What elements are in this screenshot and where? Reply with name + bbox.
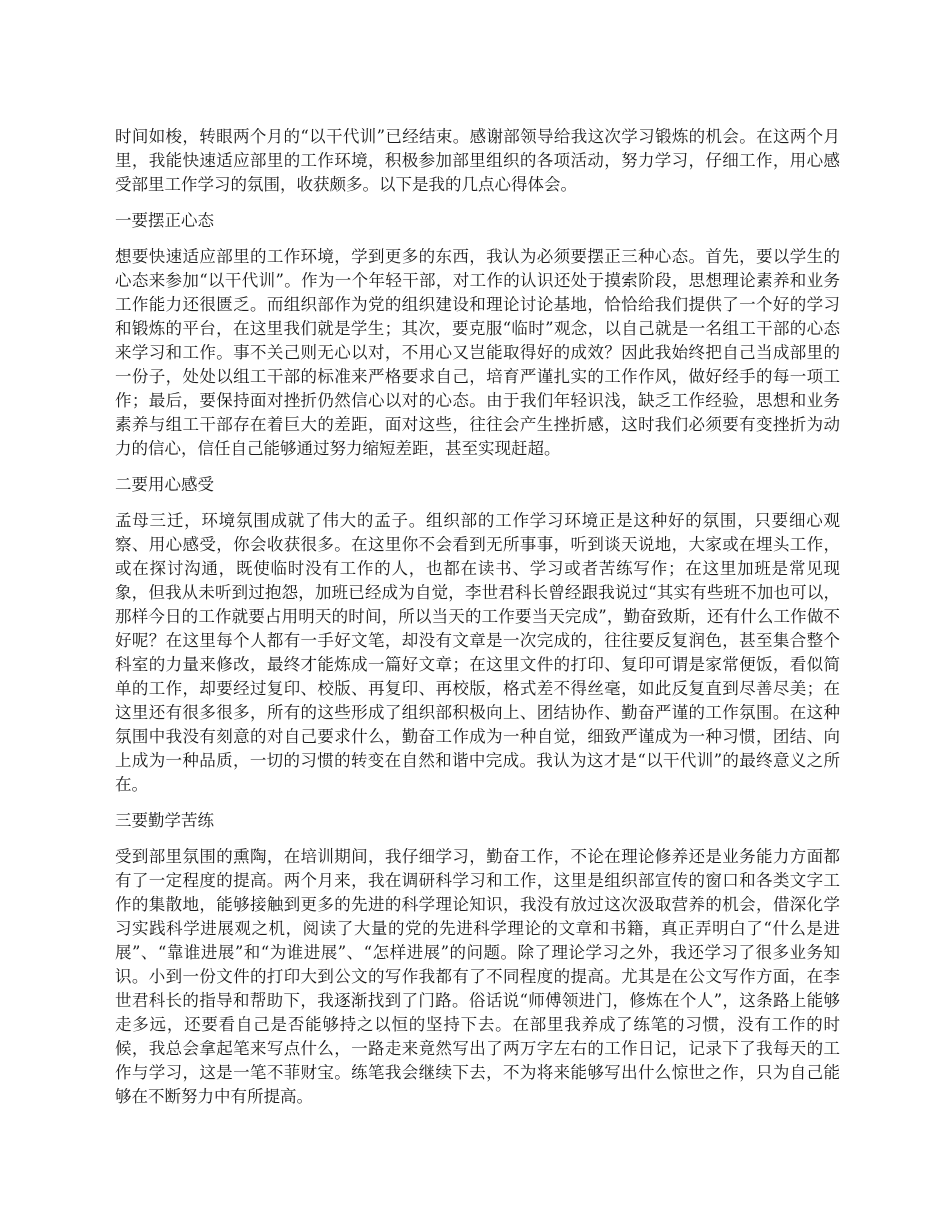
section-heading-2: 二要用心感受 [115, 475, 214, 494]
intro-paragraph: 时间如梭，转眼两个月的“以干代训”已经结束。感谢部领导给我这次学习锻炼的机会。在这两个月里，我能快速适应部里的工作环境，积极参加部里组织的各项活动，努力学习，仔细工作，用心感受部里工作学习的氛围，收获颇多。以下是我的几点心得体会。 [115, 127, 840, 194]
document-page [115, 125, 840, 1121]
section-body-1: 想要快速适应部里的工作环境，学到更多的东西，我认为必须要摆正三种心态。首先，要以学生的心态来参加“以干代训”。作为一个年轻干部，对工作的认识还处于摸索阶段，思想理论素养和业务工作能力还很匮乏。而组织部作为党的组织建设和理论讨论基地，恰恰给我们提供了一个好的学习和锻炼的平台，在这里我们就是学生；其次，要克服“临时”观念，以自己就是一名组工干部的心态来学习和工作。事不关己则无心以对，不用心又岂能取得好的成效？因此我始终把自己当成部里的一份子，处处以组工干部的标准来严格要求自己，培育严谨扎实的工作作风，做好经手的每一项工作；最后，要保持面对挫折仍然信心以对的心态。由于我们年轻识浅，缺乏工作经验，思想和业务素养与组工干部存在着巨大的差距，面对这些，往往会产生挫折感，这时我们必须要有变挫折为动力的信心，信任自己能够通过努力缩短差距，甚至实现赶超。 [115, 247, 840, 458]
section-body-2: 孟母三迁，环境氛围成就了伟大的孟子。组织部的工作学习环境正是这种好的氛围，只要细心观察、用心感受，你会收获很多。在这里你不会看到无所事事，听到谈天说地，大家或在埋头工作，或在探讨沟通，既使临时没有工作的人，也都在读书、学习或者苦练写作；在这里加班是常见现象，但我从未听到过抱怨，加班已经成为自觉，李世君科长曾经跟我说过“其实有些班不加也可以，那样今日的工作就要占用明天的时间，所以当天的工作要当天完成”，勤奋致斯，还有什么工作做不好呢？在这里每个人都有一手好文笔，却没有文章是一次完成的，往往要反复润色，甚至集合整个科室的力量来修改，最终才能炼成一篇好文章；在这里文件的打印、复印可谓是家常便饭，看似简单的工作，却要经过复印、校版、再复印、再校版，格式差不得丝毫，如此反复直到尽善尽美；在这里还有很多很多，所有的这些形成了组织部积极向上、团结协作、勤奋严谨的工作氛围。在这种氛围中我没有刻意的对自己要求什么，勤奋工作成为一种自觉，细致严谨成为一种习惯，团结、向上成为一种品质，一切的习惯的转变在自然和谐中完成。我认为这才是“以干代训”的最终意义之所在。 [115, 511, 840, 794]
section-body-3: 受到部里氛围的熏陶，在培训期间，我仔细学习，勤奋工作，不论在理论修养还是业务能力方面都有了一定程度的提高。两个月来，我在调研科学习和工作，这里是组织部宣传的窗口和各类文字工作的集散地，能够接触到更多的先进的科学理论知识，我没有放过这次汲取营养的机会，借深化学习实践科学进展观之机，阅读了大量的党的先进科学理论的文章和书籍，真正弄明白了“什么是进展”、“靠谁进展”和“为谁进展”、“怎样进展”的问题。除了理论学习之外，我还学习了很多业务知识。小到一份文件的打印大到公文的写作我都有了不同程度的提高。尤其是在公文写作方面，在李世君科长的指导和帮助下，我逐渐找到了门路。俗话说“师傅领进门，修炼在个人”，这条路上能够走多远，还要看自己是否能够持之以恒的坚持下去。在部里我养成了练笔的习惯，没有工作的时候，我总会拿起笔来写点什么，一路走来竟然写出了两万字左右的工作日记，记录下了我每天的工作与学习，这是一笔不菲财宝。练笔我会继续下去，不为将来能够写出什么惊世之作，只为自己能够在不断努力中有所提高。 [115, 847, 840, 1106]
section-heading-1: 一要摆正心态 [115, 211, 214, 230]
section-heading-3: 三要勤学苦练 [115, 811, 214, 830]
